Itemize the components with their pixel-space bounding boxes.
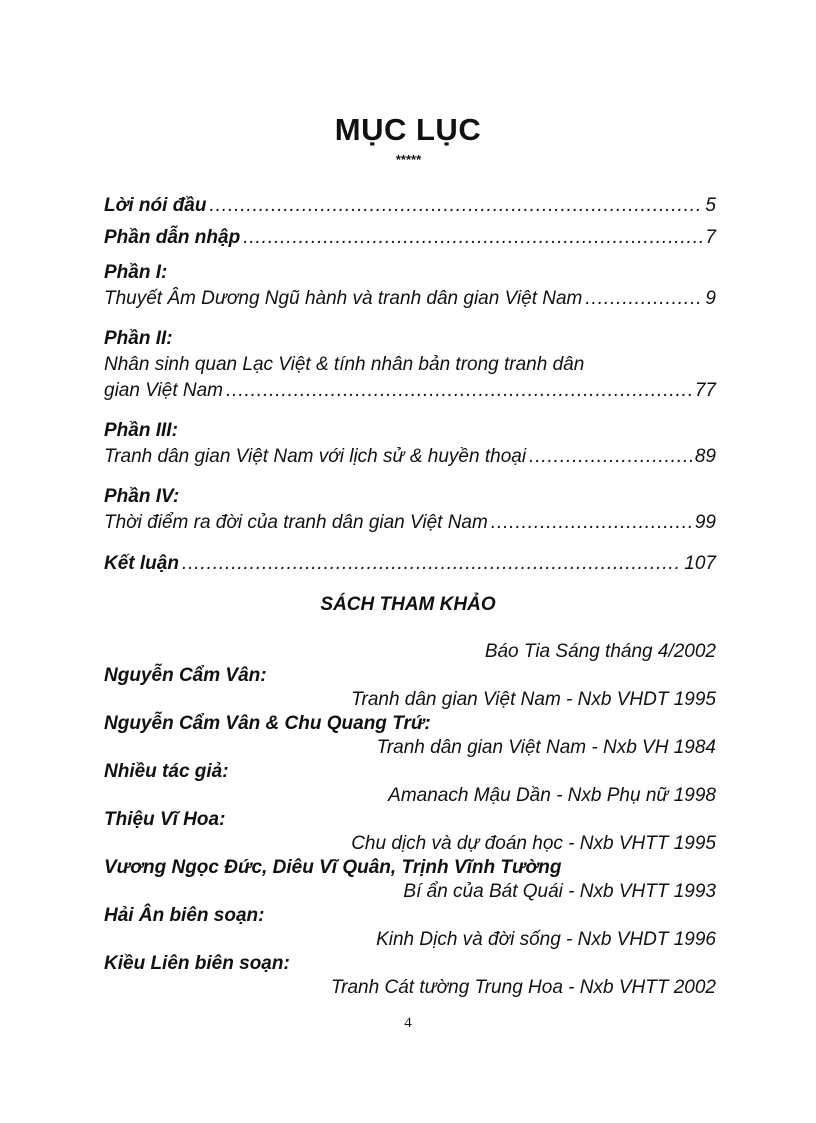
- toc-label: Thuyết Âm Dương Ngũ hành và tranh dân gian Việt Nam: [104, 288, 583, 309]
- toc-page-number: 99: [694, 512, 716, 533]
- title-ornament: *****: [395, 152, 421, 167]
- toc-entry-phan-dan-nhap[interactable]: [104, 222, 716, 254]
- reference-author: Nguyễn Cẩm Vân & Chu Quang Trứ:: [104, 713, 431, 734]
- references-title: SÁCH THAM KHẢO: [320, 594, 496, 615]
- toc-leader-dots: [209, 190, 702, 222]
- toc-part-2[interactable]: [104, 326, 716, 404]
- toc-page-number: 5: [705, 195, 716, 216]
- reference-work: Kinh Dịch và đời sống - Nxb VHDT 1996: [376, 929, 716, 950]
- toc-page-number: 9: [705, 288, 716, 309]
- toc-part-line: [104, 510, 716, 536]
- reference-work: Chu dịch và dự đoán học - Nxb VHTT 1995: [351, 833, 716, 854]
- toc-part-1[interactable]: [104, 260, 716, 312]
- toc-part-line: [104, 378, 716, 404]
- toc-part-4[interactable]: [104, 484, 716, 536]
- toc-label: Phần dẫn nhập: [104, 227, 241, 248]
- reference-work: Bí ẩn của Bát Quái - Nxb VHTT 1993: [403, 881, 716, 902]
- toc-label: Tranh dân gian Việt Nam với lịch sử & huyền thoại: [104, 446, 527, 467]
- toc-leader-dots: [529, 444, 692, 470]
- toc-page-number: 89: [694, 446, 716, 467]
- toc-label: Lời nói đầu: [104, 195, 207, 216]
- page-number: 4: [404, 1015, 412, 1031]
- reference-work: Tranh dân gian Việt Nam - Nxb VH 1984: [376, 737, 716, 758]
- reference-author: Kiều Liên biên soạn:: [104, 953, 290, 974]
- page-title: MỤC LỤC: [334, 112, 482, 147]
- toc-leader-dots: [182, 548, 681, 580]
- reference-author: Nhiều tác giả:: [104, 761, 229, 782]
- toc-entry-loi-noi-dau[interactable]: [104, 190, 716, 222]
- reference-work: Tranh Cát tường Trung Hoa - Nxb VHTT 2002: [330, 977, 716, 998]
- references-list: [104, 640, 716, 1000]
- toc-part-line: [104, 444, 716, 470]
- toc-leader-dots: [226, 378, 692, 404]
- table-of-contents: [104, 190, 716, 580]
- toc-part-heading: Phần IV:: [104, 486, 180, 507]
- toc-leader-dots: [585, 286, 702, 312]
- reference-author: Hải Ân biên soạn:: [104, 905, 265, 926]
- toc-label: gian Việt Nam: [104, 380, 223, 401]
- reference-work: Báo Tia Sáng tháng 4/2002: [484, 641, 716, 662]
- toc-leader-dots: [491, 510, 692, 536]
- toc-page-number: 107: [684, 553, 716, 574]
- toc-part-heading: Phần II:: [104, 328, 173, 349]
- reference-work: Tranh dân gian Việt Nam - Nxb VHDT 1995: [351, 689, 716, 710]
- toc-page-number: 77: [694, 380, 716, 401]
- toc-part-line: [104, 286, 716, 312]
- toc-label: Kết luận: [104, 553, 179, 574]
- reference-author: Nguyễn Cẩm Vân:: [104, 665, 267, 686]
- toc-part-3[interactable]: [104, 418, 716, 470]
- toc-label: Thời điểm ra đời của tranh dân gian Việt Nam: [104, 512, 488, 533]
- toc-label: Nhân sinh quan Lạc Việt & tính nhân bản trong tranh dân: [104, 354, 585, 375]
- toc-part-heading: Phần I:: [104, 262, 168, 283]
- toc-leader-dots: [243, 222, 702, 254]
- reference-author: Vương Ngọc Đức, Diêu Vĩ Quân, Trịnh Vĩnh Tường: [104, 857, 562, 878]
- reference-author: Thiệu Vĩ Hoa:: [104, 809, 226, 830]
- toc-part-heading: Phần III:: [104, 420, 178, 441]
- toc-entry-ket-luan[interactable]: [104, 548, 716, 580]
- reference-work: Amanach Mậu Dần - Nxb Phụ nữ 1998: [388, 785, 716, 806]
- toc-page-number: 7: [705, 227, 716, 248]
